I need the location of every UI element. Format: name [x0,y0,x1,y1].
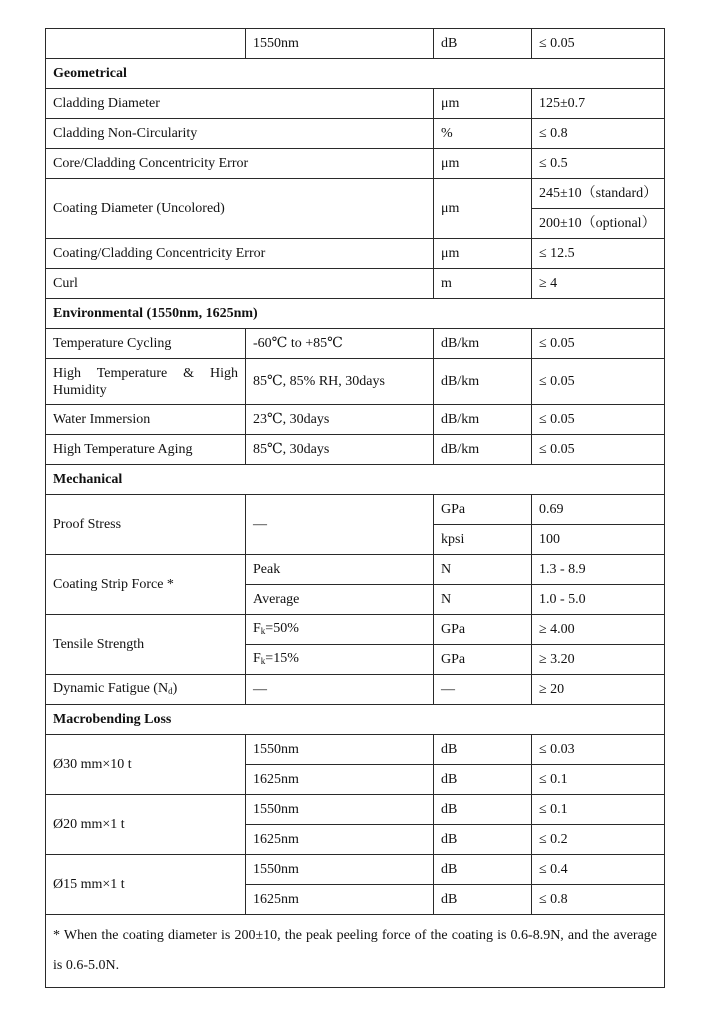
unit-cell: % [434,119,532,149]
f-subscript: k [260,655,266,666]
parameter-cell: Coating Strip Force * [46,555,246,615]
unit-cell: dB/km [434,435,532,465]
condition-cell [246,645,434,675]
fatigue-subscript: d [168,685,173,696]
value-cell: ≤ 0.1 [532,765,665,795]
parameter-cell: Coating Diameter (Uncolored) [46,179,434,239]
unit-cell: μm [434,239,532,269]
value-cell: ≥ 3.20 [532,645,665,675]
table-row [46,795,665,825]
value-cell: ≤ 0.8 [532,119,665,149]
unit-cell: GPa [434,615,532,645]
value-cell: ≤ 0.1 [532,795,665,825]
value-cell: ≤ 0.05 [532,329,665,359]
condition-cell: 1625nm [246,765,434,795]
unit-cell: kpsi [434,525,532,555]
condition-cell: 1625nm [246,885,434,915]
table-row [46,405,665,435]
table-row [46,239,665,269]
table-row [46,29,665,59]
value-cell: 0.69 [532,495,665,525]
table-row [46,89,665,119]
condition-cell: Peak [246,555,434,585]
section-header-row [46,465,665,495]
unit-cell: GPa [434,495,532,525]
unit-cell: — [434,675,532,705]
condition-cell: — [246,675,434,705]
parameter-cell [46,675,246,705]
unit-cell: dB [434,855,532,885]
parameter-cell: Proof Stress [46,495,246,555]
value-cell: 1.0 - 5.0 [532,585,665,615]
parameter-cell: Cladding Non-Circularity [46,119,434,149]
condition-cell: 1550nm [246,795,434,825]
unit-cell: dB [434,825,532,855]
fatigue-label-end: ) [172,680,178,696]
unit-cell: dB/km [434,405,532,435]
parameter-cell: Ø20 mm×1 t [46,795,246,855]
table-row [46,119,665,149]
condition-cell [246,615,434,645]
unit-cell: μm [434,89,532,119]
condition-cell: — [246,495,434,555]
parameter-cell: Coating/Cladding Concentricity Error [46,239,434,269]
value-cell: 1.3 - 8.9 [532,555,665,585]
condition-cell: 85℃, 85% RH, 30days [246,359,434,405]
unit-cell: dB [434,885,532,915]
table-row [46,435,665,465]
unit-cell: dB [434,765,532,795]
value-cell: ≤ 0.05 [532,359,665,405]
footnote: * When the coating diameter is 200±10, the peak peeling force of the coating is 0.6-8.9N, and the average is 0.6-5.0N. [46,915,665,988]
section-header-row [46,705,665,735]
parameter-cell [46,29,246,59]
f-symbol: F [253,620,261,636]
section-header-row [46,59,665,89]
parameter-cell: High Temperature Aging [46,435,246,465]
value-cell: ≤ 12.5 [532,239,665,269]
parameter-cell: High Temperature & High Humidity [46,359,246,405]
table-row [46,495,665,525]
condition-cell: 1550nm [246,29,434,59]
value-cell: 100 [532,525,665,555]
condition-cell: 1550nm [246,735,434,765]
value-cell: ≤ 0.2 [532,825,665,855]
condition-cell: 85℃, 30days [246,435,434,465]
value-cell: ≥ 20 [532,675,665,705]
table-row [46,149,665,179]
condition-cell: Average [246,585,434,615]
table-row [46,329,665,359]
value-cell: ≤ 0.05 [532,405,665,435]
value-cell: ≤ 0.05 [532,29,665,59]
parameter-cell: Cladding Diameter [46,89,434,119]
section-header-row [46,299,665,329]
unit-cell: dB [434,735,532,765]
table-row [46,555,665,585]
f-value: =15% [265,650,299,666]
unit-cell: μm [434,149,532,179]
table-row [46,269,665,299]
value-cell: ≥ 4 [532,269,665,299]
table-row [46,735,665,765]
footnote-row [46,915,665,988]
table-row [46,615,665,645]
section-mechanical: Mechanical [46,465,665,495]
value-cell: ≤ 0.4 [532,855,665,885]
section-geometrical: Geometrical [46,59,665,89]
unit-cell: m [434,269,532,299]
f-subscript: k [260,625,266,636]
parameter-cell: Core/Cladding Concentricity Error [46,149,434,179]
unit-cell: dB/km [434,329,532,359]
section-environmental: Environmental (1550nm, 1625nm) [46,299,665,329]
f-symbol: F [253,650,261,666]
value-cell: 125±0.7 [532,89,665,119]
parameter-cell: Curl [46,269,434,299]
unit-cell: GPa [434,645,532,675]
fiber-spec-table [45,28,665,988]
value-cell: ≤ 0.05 [532,435,665,465]
table-row [46,675,665,705]
unit-cell: dB/km [434,359,532,405]
condition-cell: 23℃, 30days [246,405,434,435]
section-macrobending: Macrobending Loss [46,705,665,735]
parameter-cell: Temperature Cycling [46,329,246,359]
condition-cell: 1625nm [246,825,434,855]
value-cell: ≤ 0.03 [532,735,665,765]
condition-cell: 1550nm [246,855,434,885]
parameter-cell: Ø30 mm×10 t [46,735,246,795]
unit-cell: dB [434,29,532,59]
table-row [46,359,665,405]
parameter-cell: Water Immersion [46,405,246,435]
fatigue-label: Dynamic Fatigue (N [53,680,169,696]
unit-cell: N [434,585,532,615]
table-row [46,855,665,885]
unit-cell: dB [434,795,532,825]
unit-cell: μm [434,179,532,239]
value-cell: 245±10（standard） [532,179,665,209]
value-cell: 200±10（optional） [532,209,665,239]
value-cell: ≤ 0.8 [532,885,665,915]
value-cell: ≥ 4.00 [532,615,665,645]
table-row [46,179,665,209]
parameter-cell: Ø15 mm×1 t [46,855,246,915]
f-value: =50% [265,620,299,636]
parameter-cell: Tensile Strength [46,615,246,675]
unit-cell: N [434,555,532,585]
value-cell: ≤ 0.5 [532,149,665,179]
condition-cell: -60℃ to +85℃ [246,329,434,359]
